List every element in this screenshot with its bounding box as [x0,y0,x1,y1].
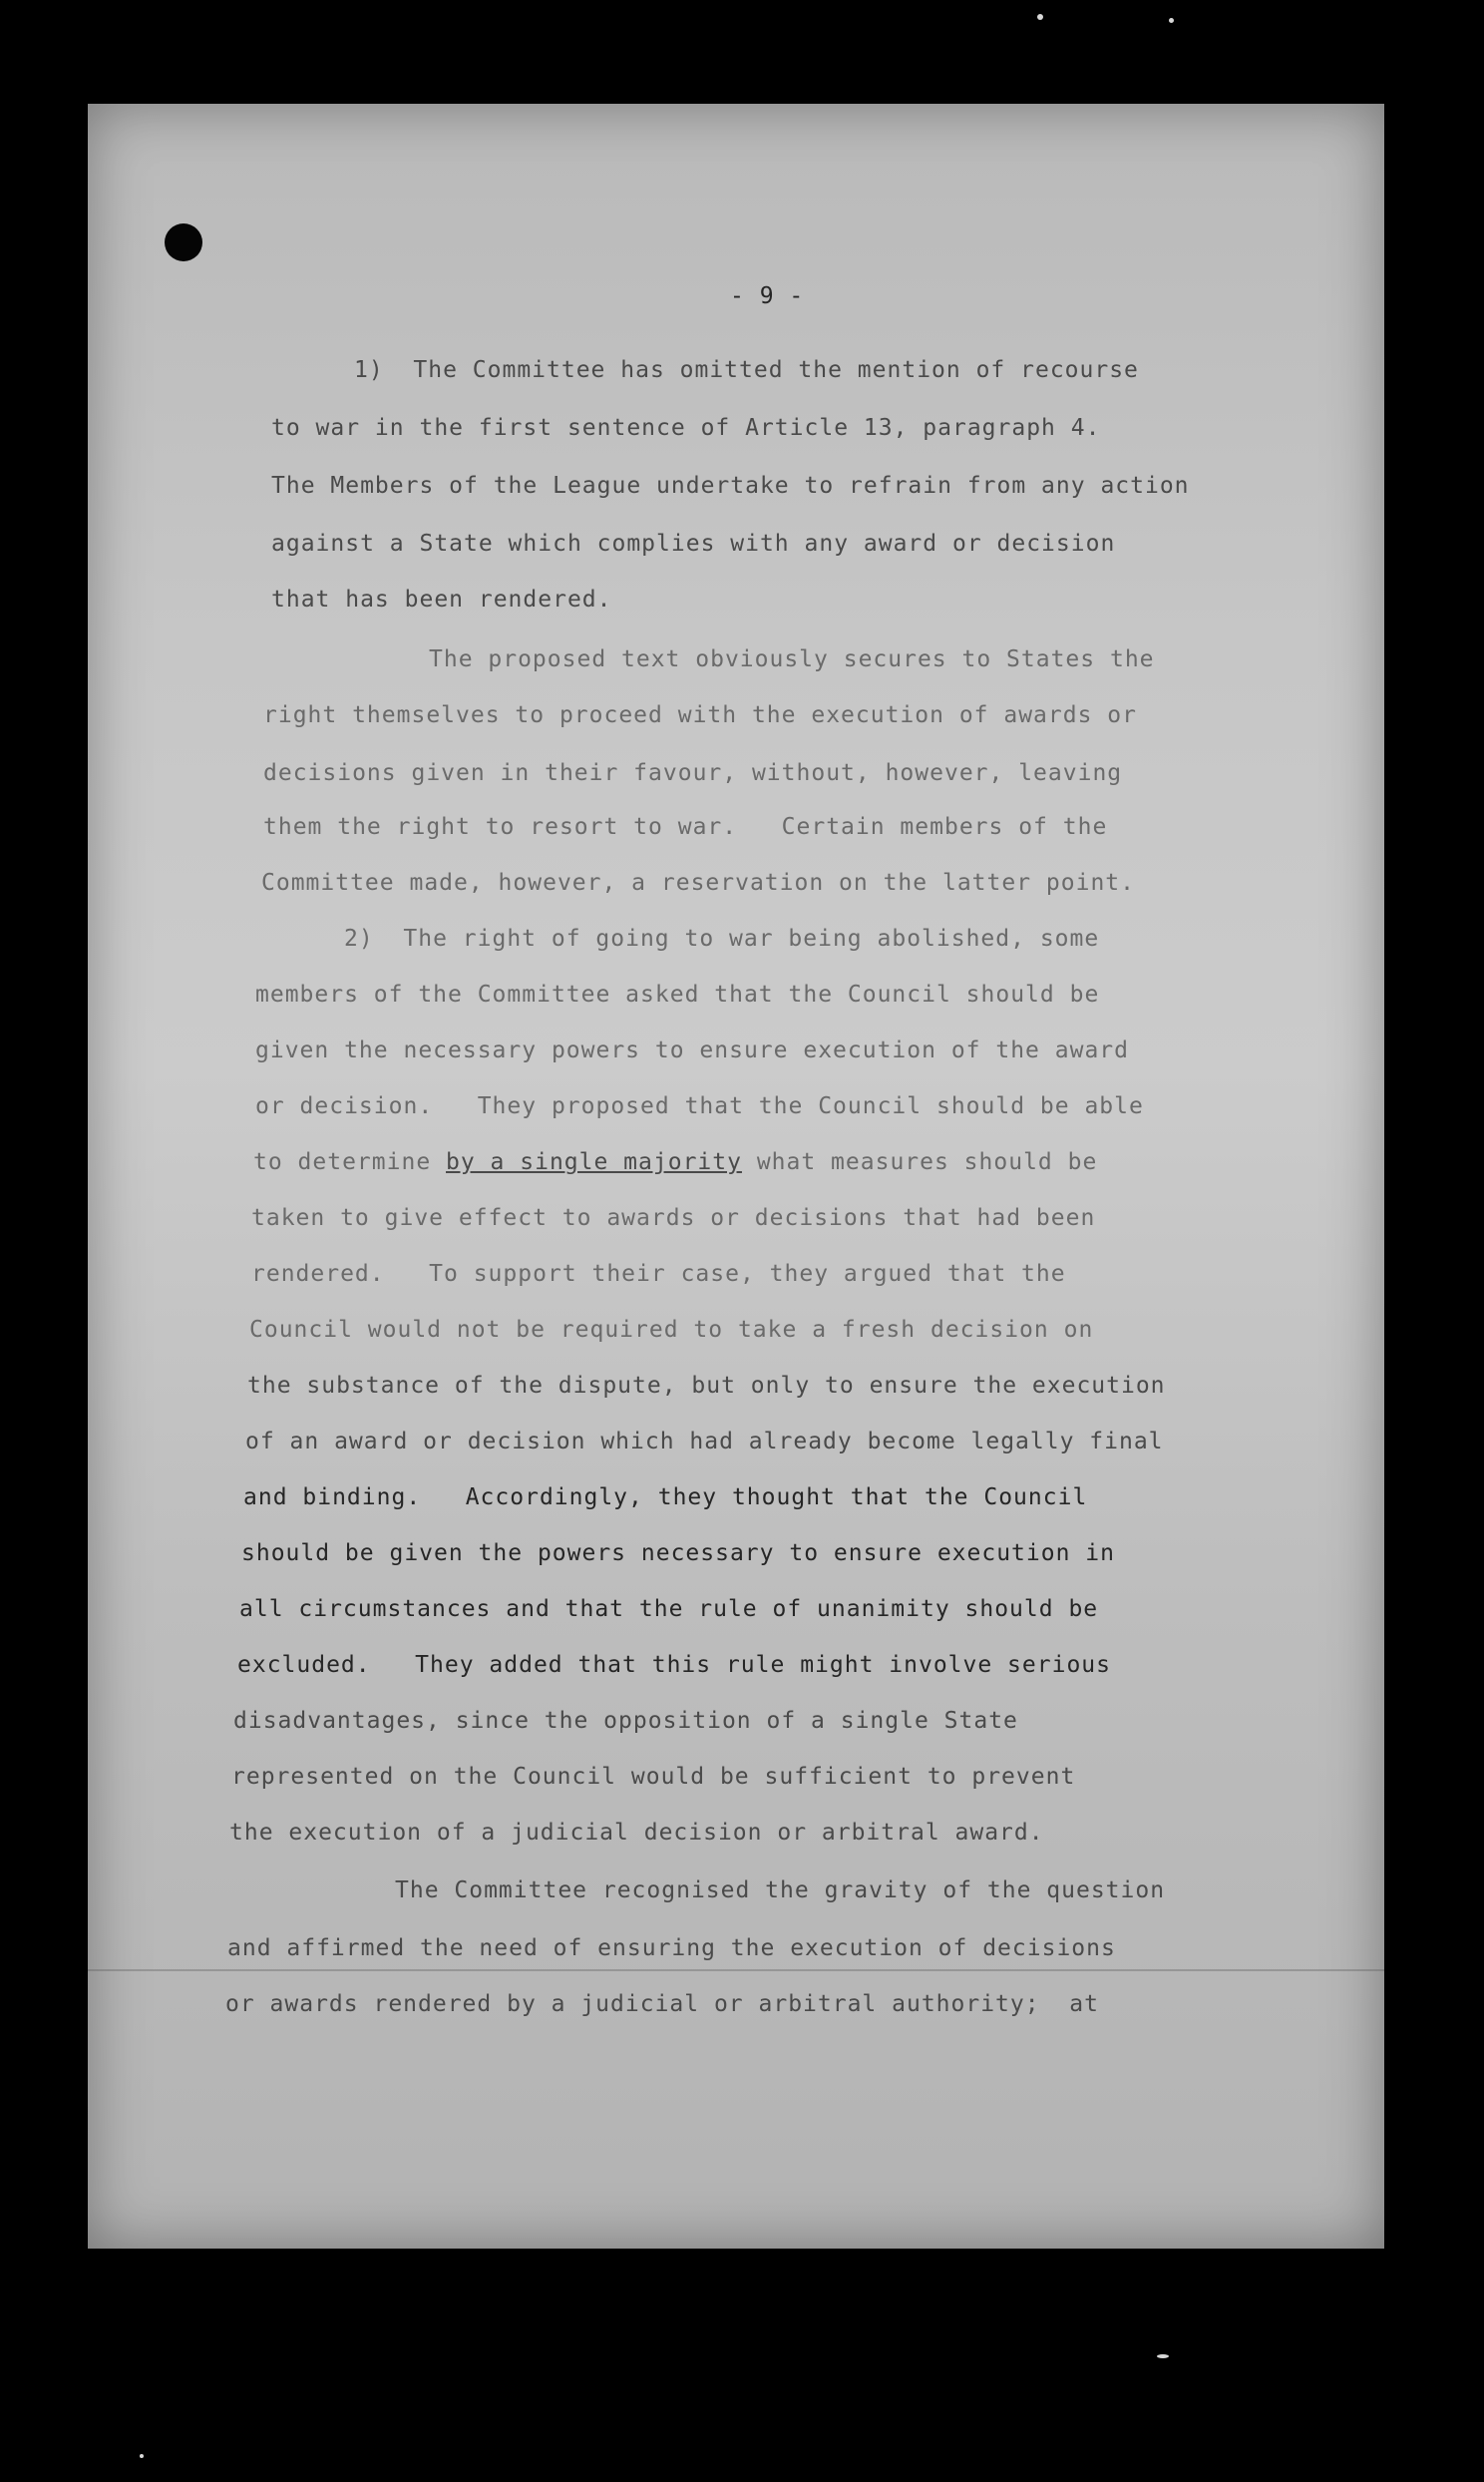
text-line: or awards rendered by a judicial or arbitral authority; at [225,1991,1099,2017]
text-line: 1) The Committee has omitted the mention of recourse [354,357,1139,383]
text-line: against a State which complies with any award or decision [271,531,1116,557]
text-line [253,1147,1097,1177]
text-line: 2) The right of going to war being abolished, some [344,926,1100,952]
text-line: the substance of the dispute, but only to ensure the execution [247,1373,1166,1399]
text-line: taken to give effect to awards or decisions that had been [251,1205,1096,1231]
text-line: The Members of the League undertake to refrain from any action [271,473,1190,499]
text-line: and affirmed the need of ensuring the execution of decisions [227,1935,1116,1961]
text-line: to war in the first sentence of Article 13, paragraph 4. [271,415,1101,441]
text-line: members of the Committee asked that the Council should be [255,982,1100,1008]
scan-speck [140,2454,144,2458]
text-line: given the necessary powers to ensure execution of the award [255,1037,1129,1063]
text-line: of an award or decision which had already become legally final [245,1429,1164,1454]
text-line: represented on the Council would be sufficient to prevent [231,1764,1076,1790]
scan-speck [1037,14,1043,20]
text-line: Council would not be required to take a fresh decision on [249,1317,1094,1343]
text-line: excluded. They added that this rule might involve serious [237,1652,1111,1678]
underlined-phrase: by a single majority [446,1149,742,1175]
text-line: Committee made, however, a reservation on the latter point. [261,870,1135,896]
page-fold-line [88,1969,1384,1971]
text-line: should be given the powers necessary to ensure execution in [241,1540,1115,1566]
text-line: disadvantages, since the opposition of a single State [233,1708,1018,1734]
text-line: rendered. To support their case, they argued that the [251,1261,1066,1287]
text-line: right themselves to proceed with the execution of awards or [263,702,1137,728]
text-line: The Committee recognised the gravity of the question [395,1877,1166,1903]
text-line: all circumstances and that the rule of unanimity should be [239,1596,1099,1622]
text-line: The proposed text obviously secures to States the [429,646,1155,672]
text-line: them the right to resort to war. Certain members of the [263,814,1108,840]
text-line: decisions given in their favour, without, however, leaving [263,760,1123,786]
text-line: and binding. Accordingly, they thought that the Council [243,1484,1088,1510]
page-number: - 9 - [730,283,805,309]
text-line: or decision. They proposed that the Council should be able [255,1093,1144,1119]
text-segment: what measures should be [741,1149,1098,1175]
text-line: that has been rendered. [271,587,612,613]
text-segment: to determine [253,1149,447,1175]
scan-speck [1169,18,1174,23]
scan-speck [1157,2354,1169,2358]
text-line: the execution of a judicial decision or arbitral award. [229,1820,1044,1846]
